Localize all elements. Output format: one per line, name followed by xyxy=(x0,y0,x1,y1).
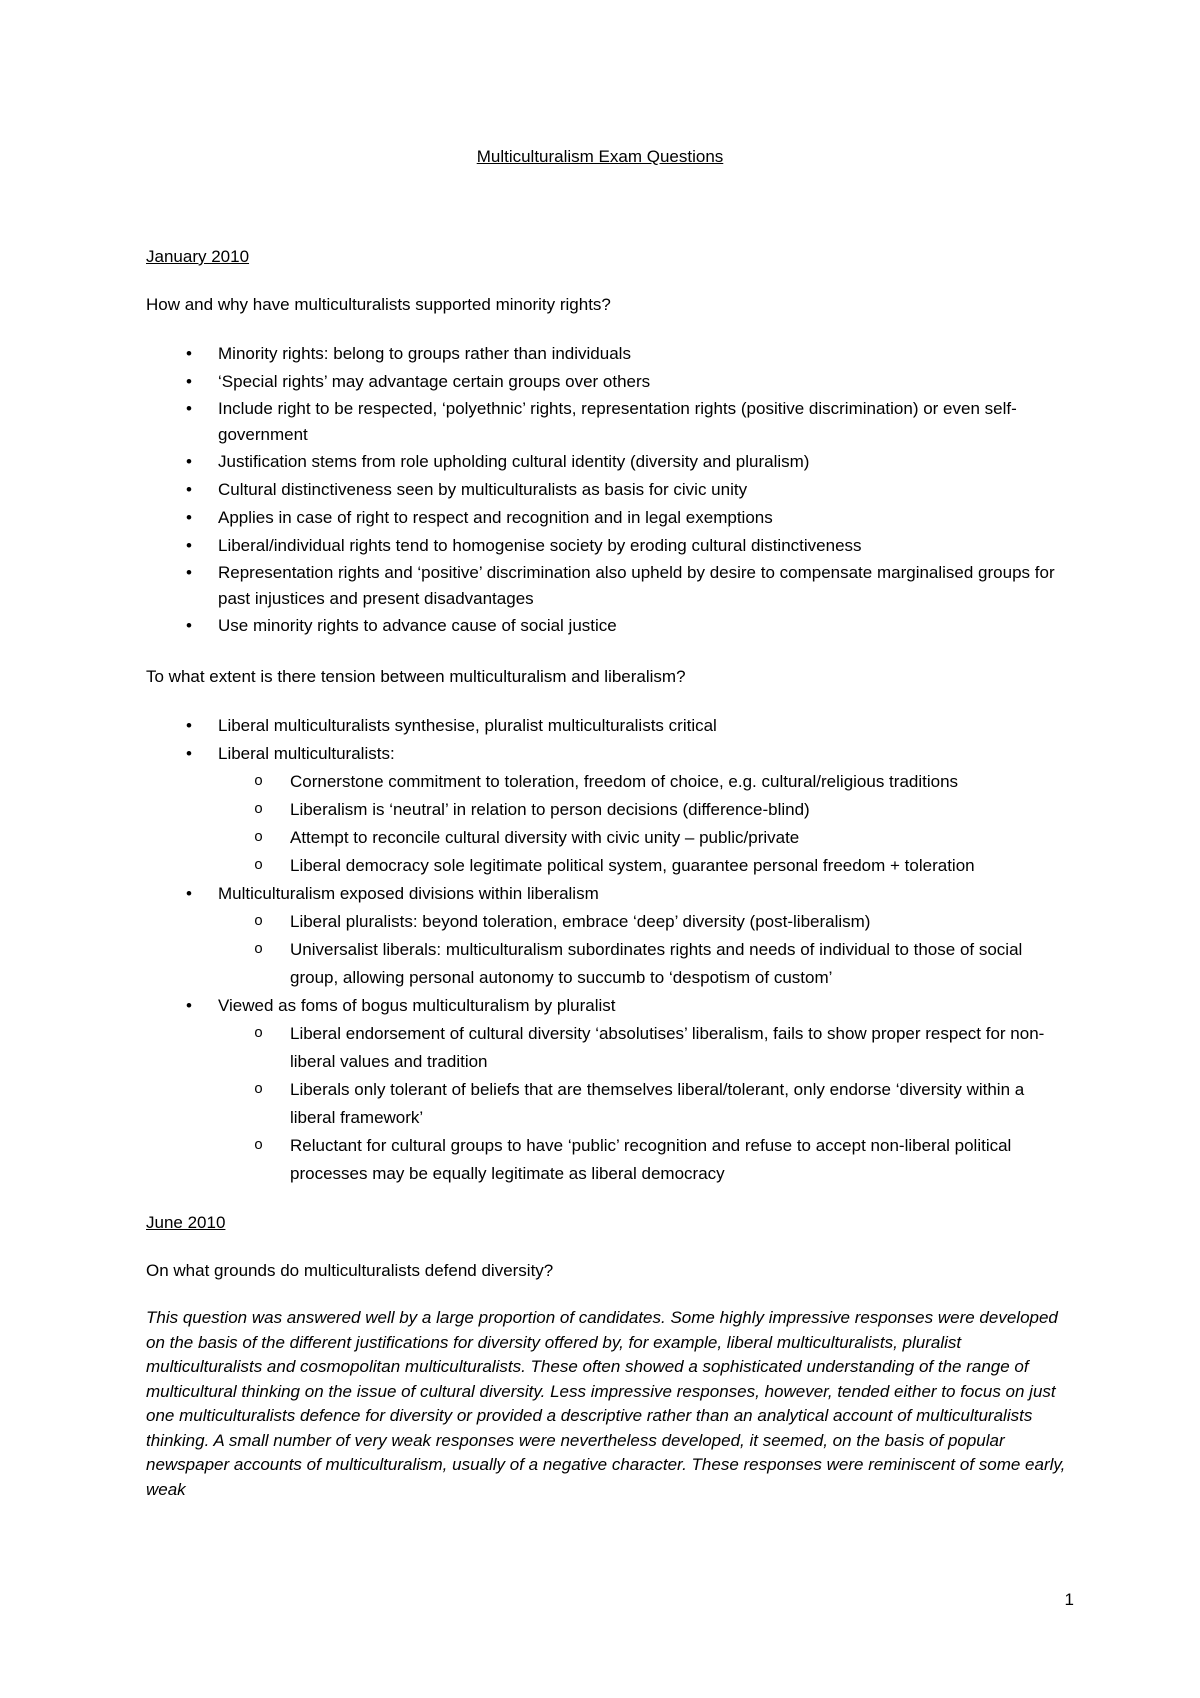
list-item xyxy=(146,740,1066,880)
page-number: 1 xyxy=(1064,1590,1074,1609)
examiner-commentary: This question was answered well by a large proportion of candidates. Some highly impressive responses were developed on the basis of the different justifications for diversity offered by, for example, liberal multiculturalists, pluralist multiculturalists and cosmopolitan multiculturalists. These often showed a sophisticated understanding of the range of multicultural thinking on the issue of cultural diversity. Less impressive responses, however, tended either to focus on just one multiculturalists defence for diversity or provided a descriptive rather than an analytical account of multiculturalists thinking. A small number of very weak responses were nevertheless developed, it seemed, on the basis of popular newspaper accounts of multiculturalism, usually of a negative character. These responses were reminiscent of some early, weak xyxy=(146,1308,1066,1499)
list-item xyxy=(146,992,1066,1188)
sub-list-item: o Liberalism is ‘neutral’ in relation to person decisions (difference-blind) xyxy=(218,796,1066,824)
section-heading-january-2010: January 2010 xyxy=(146,247,250,266)
sub-list xyxy=(218,768,1066,880)
sub-list-item: o Liberal democracy sole legitimate political system, guarantee personal freedom + toleration xyxy=(218,852,1066,880)
sub-list xyxy=(218,1020,1066,1188)
list-item: • ‘Special rights’ may advantage certain groups over others xyxy=(146,368,1066,396)
sub-list-item: o Liberals only tolerant of beliefs that are themselves liberal/tolerant, only endorse ‘diversity within a liberal framework’ xyxy=(218,1076,1066,1132)
sub-list-item: o Liberal endorsement of cultural diversity ‘absolutises’ liberalism, fails to show proper respect for non-liberal values and tradition xyxy=(218,1020,1066,1076)
list-item: • Liberal multiculturalists synthesise, pluralist multiculturalists critical xyxy=(146,712,1066,740)
list-item-text: Viewed as foms of bogus multiculturalism by pluralist xyxy=(218,996,616,1015)
sub-list-item: o Cornerstone commitment to toleration, freedom of choice, e.g. cultural/religious traditions xyxy=(218,768,1066,796)
bullet-list-tension xyxy=(146,712,1066,1188)
list-item: • Representation rights and ‘positive’ discrimination also upheld by desire to compensate marginalised groups for past injustices and present disadvantages xyxy=(146,560,1066,612)
list-item: • Use minority rights to advance cause of social justice xyxy=(146,612,1066,640)
section-heading-june-2010: June 2010 xyxy=(146,1213,226,1232)
sub-list-item: o Liberal pluralists: beyond toleration, embrace ‘deep’ diversity (post-liberalism) xyxy=(218,908,1066,936)
question-tension-liberalism: To what extent is there tension between multiculturalism and liberalism? xyxy=(146,667,686,686)
sub-list-item: o Reluctant for cultural groups to have ‘public’ recognition and refuse to accept non-liberal political processes may be equally legitimate as liberal democracy xyxy=(218,1132,1066,1188)
list-item: • Justification stems from role upholding cultural identity (diversity and pluralism) xyxy=(146,448,1066,476)
list-item: • Minority rights: belong to groups rather than individuals xyxy=(146,340,1066,368)
list-item: • Cultural distinctiveness seen by multiculturalists as basis for civic unity xyxy=(146,476,1066,504)
sub-list-item: o Attempt to reconcile cultural diversity with civic unity – public/private xyxy=(218,824,1066,852)
sub-list xyxy=(218,908,1066,992)
list-item: • Include right to be respected, ‘polyethnic’ rights, representation rights (positive discrimination) or even self-government xyxy=(146,396,1066,448)
list-item-text: Liberal multiculturalists: xyxy=(218,744,395,763)
list-item-text: Multiculturalism exposed divisions within liberalism xyxy=(218,884,599,903)
list-item: • Liberal/individual rights tend to homogenise society by eroding cultural distinctiveness xyxy=(146,532,1066,560)
list-item: • Applies in case of right to respect and recognition and in legal exemptions xyxy=(146,504,1066,532)
bullet-list-minority-rights xyxy=(146,340,1066,640)
document-body xyxy=(146,246,1066,1519)
question-minority-rights: How and why have multiculturalists supported minority rights? xyxy=(146,295,611,314)
document-title: Multiculturalism Exam Questions xyxy=(476,147,724,166)
question-defend-diversity: On what grounds do multiculturalists defend diversity? xyxy=(146,1261,554,1280)
list-item xyxy=(146,880,1066,992)
sub-list-item: o Universalist liberals: multiculturalism subordinates rights and needs of individual to those of social group, allowing personal autonomy to succumb to ‘despotism of custom’ xyxy=(218,936,1066,992)
